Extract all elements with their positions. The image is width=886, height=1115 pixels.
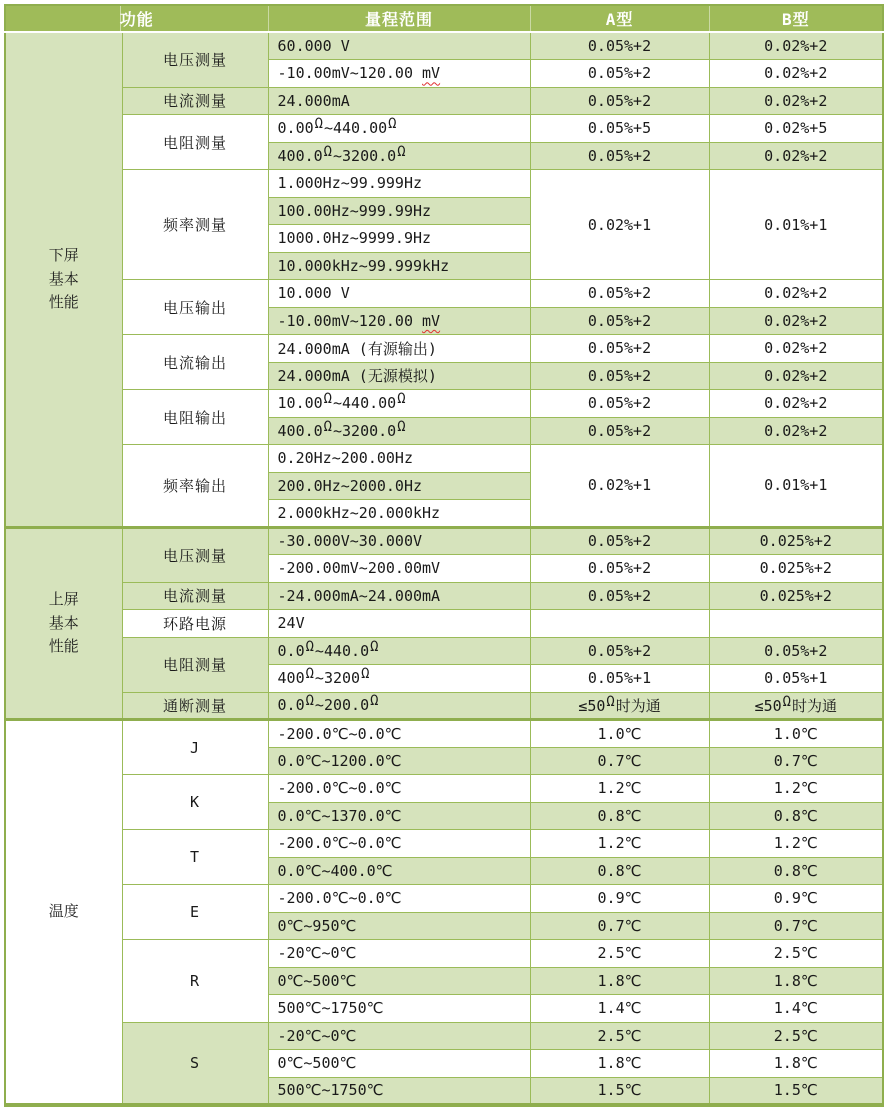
type-b-cell: 0.025%+2 — [709, 527, 883, 555]
type-a-cell: 0.05%+1 — [530, 665, 709, 693]
type-b-cell: 0.8℃ — [709, 857, 883, 885]
function-cell: 电阻输出 — [122, 390, 268, 445]
table-row — [5, 610, 883, 638]
range-cell: 100.00Hz~999.99Hz — [268, 197, 530, 225]
type-a-cell: 0.05%+5 — [530, 115, 709, 143]
type-a-cell: ≤50Ω时为通 — [530, 692, 709, 720]
omega-superscript: Ω — [323, 418, 332, 435]
type-b-cell: 1.2℃ — [709, 775, 883, 803]
header-type-a: A型 — [530, 5, 709, 32]
range-cell: -200.0℃~0.0℃ — [268, 775, 530, 803]
type-a-cell: 0.05%+2 — [530, 390, 709, 418]
type-b-cell: 1.5℃ — [709, 1077, 883, 1105]
type-a-cell: 0.7℃ — [530, 747, 709, 775]
type-a-cell: 0.05%+2 — [530, 555, 709, 583]
range-cell: -10.00mV~120.00 mV — [268, 60, 530, 88]
group-label-line: 性能 — [48, 292, 79, 311]
type-a-cell: 1.2℃ — [530, 830, 709, 858]
function-cell: 电压测量 — [122, 527, 268, 582]
table-row — [5, 582, 883, 610]
range-cell: 0.0℃~1370.0℃ — [268, 802, 530, 830]
function-cell: K — [122, 775, 268, 830]
table-row — [5, 940, 883, 968]
type-a-cell: 0.8℃ — [530, 857, 709, 885]
group-cell — [5, 720, 122, 1105]
range-cell: 0℃~950℃ — [268, 912, 530, 940]
table-row — [5, 170, 883, 198]
type-b-cell: 0.02%+2 — [709, 280, 883, 308]
table-header — [5, 5, 883, 32]
range-cell: 0℃~500℃ — [268, 967, 530, 995]
omega-superscript: Ω — [305, 638, 314, 655]
type-a-cell: 0.02%+1 — [530, 445, 709, 528]
omega-superscript: Ω — [305, 693, 314, 710]
type-b-cell: ≤50Ω时为通 — [709, 692, 883, 720]
type-a-cell: 0.05%+2 — [530, 527, 709, 555]
range-cell: 0.0℃~400.0℃ — [268, 857, 530, 885]
function-cell: 通断测量 — [122, 692, 268, 720]
range-cell: 500℃~1750℃ — [268, 995, 530, 1023]
range-cell: 0.00Ω~440.00Ω — [268, 115, 530, 143]
range-cell: 500℃~1750℃ — [268, 1077, 530, 1105]
group-label-line: 基本 — [48, 269, 79, 288]
range-cell: 1.000Hz~99.999Hz — [268, 170, 530, 198]
range-cell: -20℃~0℃ — [268, 1022, 530, 1050]
range-cell: 400.0Ω~3200.0Ω — [268, 142, 530, 170]
function-cell: R — [122, 940, 268, 1023]
function-cell: E — [122, 885, 268, 940]
table-row — [5, 280, 883, 308]
table-row — [5, 527, 883, 555]
type-a-cell: 0.05%+2 — [530, 362, 709, 390]
type-a-cell: 0.9℃ — [530, 885, 709, 913]
header-type-b: B型 — [709, 5, 883, 32]
function-cell: 电流测量 — [122, 87, 268, 115]
type-a-cell: 0.05%+2 — [530, 32, 709, 60]
table-row — [5, 830, 883, 858]
type-b-cell: 0.02%+2 — [709, 60, 883, 88]
function-cell: 电流输出 — [122, 335, 268, 390]
range-cell: 10.00Ω~440.00Ω — [268, 390, 530, 418]
table-body — [5, 32, 883, 1105]
function-cell: S — [122, 1022, 268, 1105]
function-cell: 电压测量 — [122, 32, 268, 87]
omega-superscript: Ω — [305, 666, 314, 683]
table-row — [5, 87, 883, 115]
type-b-cell: 0.02%+2 — [709, 335, 883, 363]
range-cell: 24.000mA — [268, 87, 530, 115]
type-a-cell — [530, 610, 709, 638]
group-label-line: 温度 — [48, 902, 79, 921]
type-a-cell: 0.05%+2 — [530, 142, 709, 170]
omega-superscript: Ω — [323, 143, 332, 160]
range-cell: 200.0Hz~2000.0Hz — [268, 472, 530, 500]
type-b-cell: 0.02%+2 — [709, 307, 883, 335]
table-row — [5, 775, 883, 803]
function-cell: T — [122, 830, 268, 885]
range-cell: -200.0℃~0.0℃ — [268, 830, 530, 858]
omega-superscript: Ω — [782, 693, 791, 710]
function-cell: 电流测量 — [122, 582, 268, 610]
group-label-line: 上屏 — [48, 590, 79, 609]
function-cell: 频率输出 — [122, 445, 268, 528]
omega-superscript: Ω — [397, 391, 406, 408]
range-cell: 24V — [268, 610, 530, 638]
range-cell: 10.000kHz~99.999kHz — [268, 252, 530, 280]
group-label-line: 下屏 — [48, 246, 79, 265]
omega-superscript: Ω — [361, 666, 370, 683]
type-a-cell: 0.05%+2 — [530, 582, 709, 610]
type-a-cell: 0.05%+2 — [530, 87, 709, 115]
table-row — [5, 32, 883, 60]
table-row — [5, 885, 883, 913]
range-cell: -30.000V~30.000V — [268, 527, 530, 555]
type-b-cell: 0.01%+1 — [709, 170, 883, 280]
type-b-cell: 2.5℃ — [709, 1022, 883, 1050]
header-function: 功能 — [5, 5, 268, 32]
type-a-cell: 0.05%+2 — [530, 417, 709, 445]
type-b-cell: 0.02%+2 — [709, 362, 883, 390]
range-cell: 0℃~500℃ — [268, 1050, 530, 1078]
type-a-cell: 0.05%+2 — [530, 280, 709, 308]
type-a-cell: 0.05%+2 — [530, 60, 709, 88]
type-b-cell: 0.02%+5 — [709, 115, 883, 143]
header-range: 量程范围 — [268, 5, 530, 32]
type-a-cell: 0.02%+1 — [530, 170, 709, 280]
range-cell: 60.000 V — [268, 32, 530, 60]
type-a-cell: 0.05%+2 — [530, 335, 709, 363]
group-cell — [5, 527, 122, 720]
type-b-cell: 0.02%+2 — [709, 87, 883, 115]
omega-superscript: Ω — [397, 418, 406, 435]
group-label-line: 基本 — [48, 613, 79, 632]
omega-superscript: Ω — [314, 116, 323, 133]
type-b-cell: 0.02%+2 — [709, 142, 883, 170]
type-b-cell: 0.7℃ — [709, 912, 883, 940]
type-a-cell: 1.8℃ — [530, 967, 709, 995]
table-row — [5, 1022, 883, 1050]
range-cell: 10.000 V — [268, 280, 530, 308]
function-cell: 电阻测量 — [122, 637, 268, 692]
omega-superscript: Ω — [397, 143, 406, 160]
omega-superscript: Ω — [370, 638, 379, 655]
table-row — [5, 390, 883, 418]
function-cell: J — [122, 720, 268, 775]
range-cell: -200.0℃~0.0℃ — [268, 720, 530, 748]
type-a-cell: 0.8℃ — [530, 802, 709, 830]
type-b-cell: 1.8℃ — [709, 967, 883, 995]
table-row — [5, 445, 883, 473]
table-row — [5, 637, 883, 665]
function-cell: 电压输出 — [122, 280, 268, 335]
group-cell — [5, 32, 122, 527]
spellcheck-squiggle: mV — [422, 311, 441, 330]
type-b-cell: 0.7℃ — [709, 747, 883, 775]
type-a-cell: 1.2℃ — [530, 775, 709, 803]
type-b-cell: 0.025%+2 — [709, 582, 883, 610]
range-cell: -200.00mV~200.00mV — [268, 555, 530, 583]
function-cell: 电阻测量 — [122, 115, 268, 170]
type-a-cell: 1.8℃ — [530, 1050, 709, 1078]
function-cell: 环路电源 — [122, 610, 268, 638]
range-cell: 0.0Ω~440.0Ω — [268, 637, 530, 665]
type-b-cell: 1.2℃ — [709, 830, 883, 858]
type-b-cell — [709, 610, 883, 638]
function-cell: 频率测量 — [122, 170, 268, 280]
table-row — [5, 720, 883, 748]
spec-table — [4, 4, 884, 1107]
type-b-cell: 0.01%+1 — [709, 445, 883, 528]
range-cell: 1000.0Hz~9999.9Hz — [268, 225, 530, 253]
range-cell: 24.000mA (无源模拟) — [268, 362, 530, 390]
spellcheck-squiggle: mV — [422, 64, 441, 83]
range-cell: 400Ω~3200Ω — [268, 665, 530, 693]
range-cell: 0.0℃~1200.0℃ — [268, 747, 530, 775]
range-cell: 0.20Hz~200.00Hz — [268, 445, 530, 473]
type-b-cell: 0.025%+2 — [709, 555, 883, 583]
omega-superscript: Ω — [388, 116, 397, 133]
type-b-cell: 1.4℃ — [709, 995, 883, 1023]
type-b-cell: 0.02%+2 — [709, 32, 883, 60]
range-cell: 0.0Ω~200.0Ω — [268, 692, 530, 720]
type-b-cell: 0.8℃ — [709, 802, 883, 830]
group-label-line: 性能 — [48, 636, 79, 655]
range-cell: 2.000kHz~20.000kHz — [268, 500, 530, 528]
range-cell: -20℃~0℃ — [268, 940, 530, 968]
type-b-cell: 2.5℃ — [709, 940, 883, 968]
type-b-cell: 1.8℃ — [709, 1050, 883, 1078]
type-a-cell: 0.05%+2 — [530, 637, 709, 665]
range-cell: -24.000mA~24.000mA — [268, 582, 530, 610]
type-a-cell: 0.7℃ — [530, 912, 709, 940]
type-b-cell: 0.02%+2 — [709, 390, 883, 418]
type-b-cell: 0.9℃ — [709, 885, 883, 913]
type-a-cell: 1.0℃ — [530, 720, 709, 748]
type-b-cell: 0.02%+2 — [709, 417, 883, 445]
type-b-cell: 0.05%+1 — [709, 665, 883, 693]
omega-superscript: Ω — [370, 693, 379, 710]
type-a-cell: 1.4℃ — [530, 995, 709, 1023]
table-row — [5, 335, 883, 363]
omega-superscript: Ω — [606, 693, 615, 710]
type-a-cell: 2.5℃ — [530, 940, 709, 968]
table-row — [5, 115, 883, 143]
omega-superscript: Ω — [323, 391, 332, 408]
range-cell: -200.0℃~0.0℃ — [268, 885, 530, 913]
range-cell: -10.00mV~120.00 mV — [268, 307, 530, 335]
type-a-cell: 1.5℃ — [530, 1077, 709, 1105]
range-cell: 400.0Ω~3200.0Ω — [268, 417, 530, 445]
type-a-cell: 2.5℃ — [530, 1022, 709, 1050]
type-a-cell: 0.05%+2 — [530, 307, 709, 335]
header-row — [5, 5, 883, 32]
type-b-cell: 1.0℃ — [709, 720, 883, 748]
type-b-cell: 0.05%+2 — [709, 637, 883, 665]
range-cell: 24.000mA (有源输出) — [268, 335, 530, 363]
table-row — [5, 692, 883, 720]
